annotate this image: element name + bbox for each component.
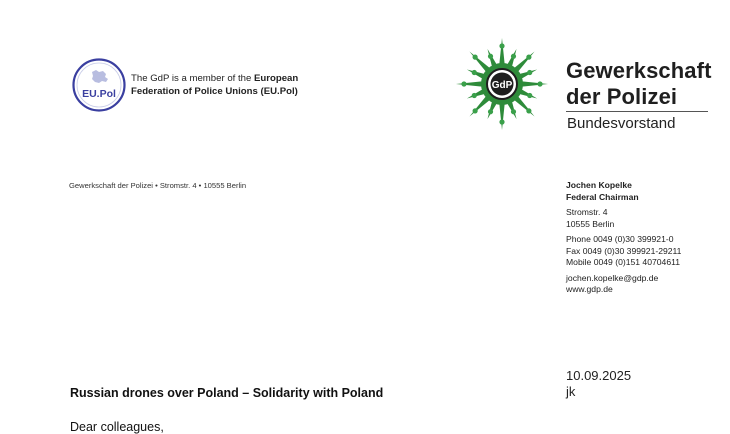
contact-block: [566, 180, 726, 296]
contact-phone: Phone 0049 (0)30 399921-0: [566, 234, 674, 244]
star-ray-leaf: [499, 119, 504, 124]
star-ray-leaf: [473, 55, 478, 60]
star-ray-leaf: [527, 93, 532, 98]
star-ray-leaf: [511, 109, 516, 114]
contact-email-link[interactable]: jochen.kopelke@gdp.de: [566, 272, 659, 283]
eupol-logo: [72, 58, 126, 112]
star-ray-leaf: [527, 70, 532, 75]
svg-text:EU.Pol: EU.Pol: [82, 88, 116, 100]
contact-street: Stromstr. 4: [566, 207, 608, 217]
letter-salutation: Dear colleagues,: [70, 420, 164, 434]
letter-subject: Russian drones over Poland – Solidarity with Poland: [70, 386, 384, 400]
eupol-note-bold-2: Federation of Police Unions (EU.Pol): [131, 86, 298, 97]
contact-fax: Fax 0049 (0)30 399921-29211: [566, 245, 682, 256]
contact-website-link[interactable]: www.gdp.de: [566, 284, 613, 294]
star-ray-leaf: [526, 108, 531, 113]
organization-name: [566, 58, 712, 110]
star-ray-leaf: [511, 54, 516, 59]
star-ray-leaf: [488, 109, 493, 114]
eupol-note-bold-1: European: [254, 73, 299, 84]
star-ray-leaf: [526, 55, 531, 60]
organization-name-line-1: Gewerkschaft: [566, 58, 712, 83]
star-ray-leaf: [472, 93, 477, 98]
star-ray: [499, 102, 505, 130]
organization-department: Bundesvorstand: [567, 115, 676, 132]
contact-city: 10555 Berlin: [566, 218, 615, 229]
contact-role: Federal Chairman: [566, 191, 639, 202]
star-ray-leaf: [473, 108, 478, 113]
eupol-note-prefix: The GdP is a member of the: [131, 73, 254, 84]
letter-reference: jk: [566, 384, 576, 399]
star-ray-leaf: [461, 81, 466, 86]
eupol-membership-note: [131, 72, 321, 98]
sender-address-line: Gewerkschaft der Polizei • Stromstr. 4 • 10555 Berlin: [69, 181, 247, 190]
star-ray-leaf: [537, 81, 542, 86]
gdp-emblem: [452, 34, 552, 134]
star-ray: [456, 81, 484, 87]
star-ray-leaf: [488, 54, 493, 59]
star-ray-leaf: [472, 70, 477, 75]
contact-name: Jochen Kopelke: [566, 180, 632, 190]
star-ray-leaf: [499, 43, 504, 48]
police-star-icon: [452, 34, 552, 134]
svg-text:GdP: GdP: [491, 80, 513, 91]
letter-date: 10.09.2025: [566, 368, 632, 383]
star-ray: [499, 38, 505, 66]
star-ray: [520, 81, 548, 87]
eupol-logo-icon: [72, 58, 126, 112]
contact-mobile: Mobile 0049 (0)151 40704611: [566, 257, 681, 267]
organization-name-line-2: der Polizei: [566, 84, 678, 109]
title-divider: [566, 111, 708, 112]
